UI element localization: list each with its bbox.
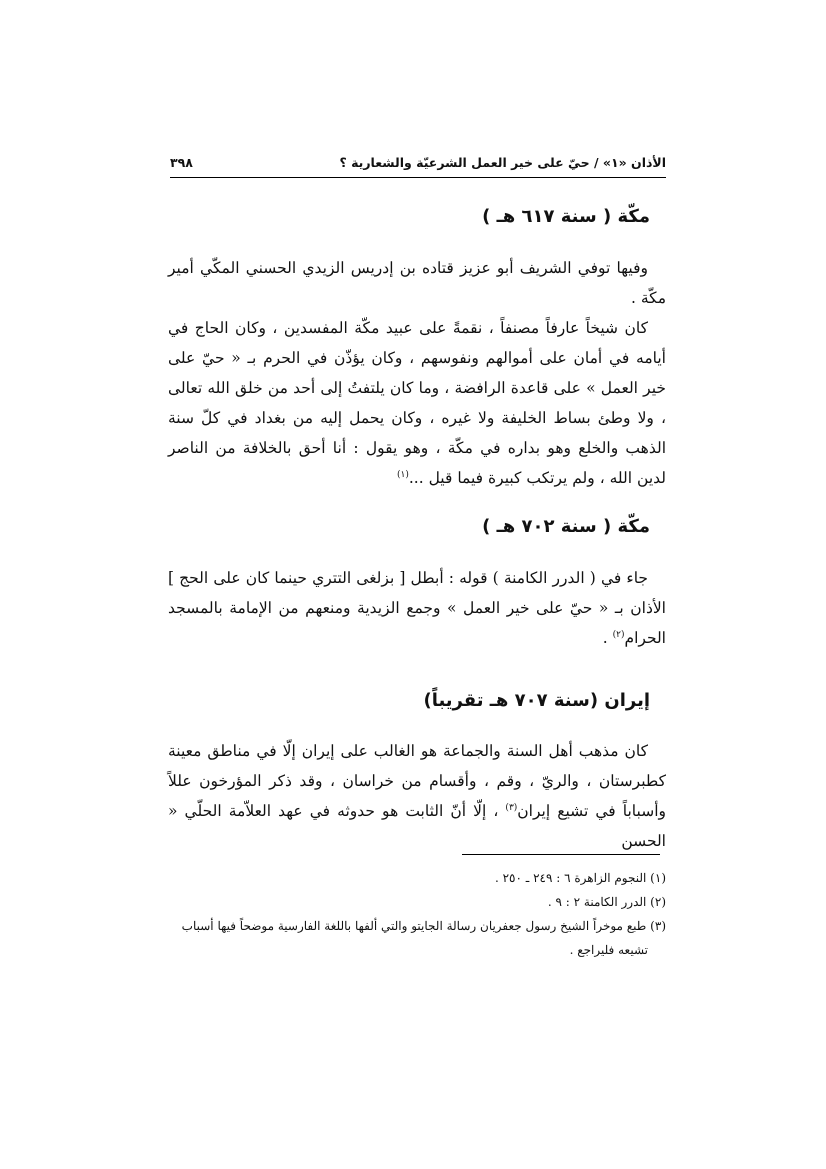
section-body-makkah-702 xyxy=(168,563,666,653)
paragraph-text: كان مذهب أهل السنة والجماعة هو الغالب على إيران إلّا في مناطق معينة كطبرستان ، والريّ ، وقم ، وأقسام من خراسان ، وقد ذكر المؤرخون عللاً وأسباباً في تشيع إيران xyxy=(168,742,666,820)
footnote-2: (٢) الدرر الكامنة ٢ : ٩ . xyxy=(547,895,666,909)
paragraph xyxy=(168,313,666,493)
footnote-ref-2[interactable]: (٢) xyxy=(612,629,625,640)
footnote-3: (٣) طبع موخراً الشيخ رسول جعفريان رسالة الجايتو والتي ألفها باللغة الفارسية موضحاً فيها أسباب تشيعه فليراجع . xyxy=(181,919,666,957)
paragraph: وفيها توفي الشريف أبو عزيز قتاده بن إدريس الزيدي الحسني المكّي أمير مكّة . xyxy=(168,259,666,307)
footnote-1: (١) النجوم الزاهرة ٦ : ٢٤٩ ـ ٢٥٠ . xyxy=(494,871,666,885)
paragraph-text-continued: ، إلّا أنّ الثابت هو حدوثه في عهد العلاّمة الحلّي « الحسن xyxy=(168,802,666,850)
footnote-ref-1[interactable]: (١) xyxy=(396,469,409,480)
section-body-iran-707 xyxy=(168,736,666,856)
paragraph xyxy=(168,563,666,653)
running-title: الأذان «١» / حيّ على خير العمل الشرعيّة والشعارية ؟ xyxy=(339,155,666,170)
paragraph-text: جاء في ( الدرر الكامنة ) قوله : أبطل [ بزلغى التتري حينما كان على الحج ] الأذان بـ « حيّ على خير العمل » وجمع الزيدية ومنعهم من الإمامة بالمسجد الحرام xyxy=(168,569,666,647)
section-heading-iran-707: إيران (سنة ٧٠٧ هـ تقريباً) xyxy=(423,690,650,711)
footnote-ref-3[interactable]: (٣) xyxy=(505,802,518,813)
section-heading-makkah-702: مكّة ( سنة ٧٠٢ هـ ) xyxy=(482,516,650,537)
footnotes xyxy=(168,866,666,962)
page-number: ٣٩٨ xyxy=(170,155,193,170)
paragraph xyxy=(168,736,666,856)
paragraph-tail: . xyxy=(602,629,613,647)
section-body-makkah-617 xyxy=(168,253,666,493)
paragraph-text: كان شيخاً عارفاً مصنفاً ، نقمةً على عبيد مكّة المفسدين ، وكان الحاج في أيامه في أمان على أموالهم ونفوسهم ، وكان يؤذّن في الحرم بـ « حيّ على خير العمل » على قاعدة الرافضة ، وما كان يلتفتُ إلى أحد من خلق الله تعالى ، ولا وطئ بساط الخليفة ولا غيره ، وكان يحمل إليه من بغداد في كلّ سنة الذهب والخلع وهو بداره في مكّة ، وهو يقول : أنا أحق بالخلافة من الناصر لدين الله ، ولم يرتكب كبيرة فيما قيل ... xyxy=(168,319,666,487)
section-heading-makkah-617: مكّة ( سنة ٦١٧ هـ ) xyxy=(482,206,650,227)
running-header xyxy=(170,153,666,178)
footnote-divider xyxy=(462,854,660,855)
